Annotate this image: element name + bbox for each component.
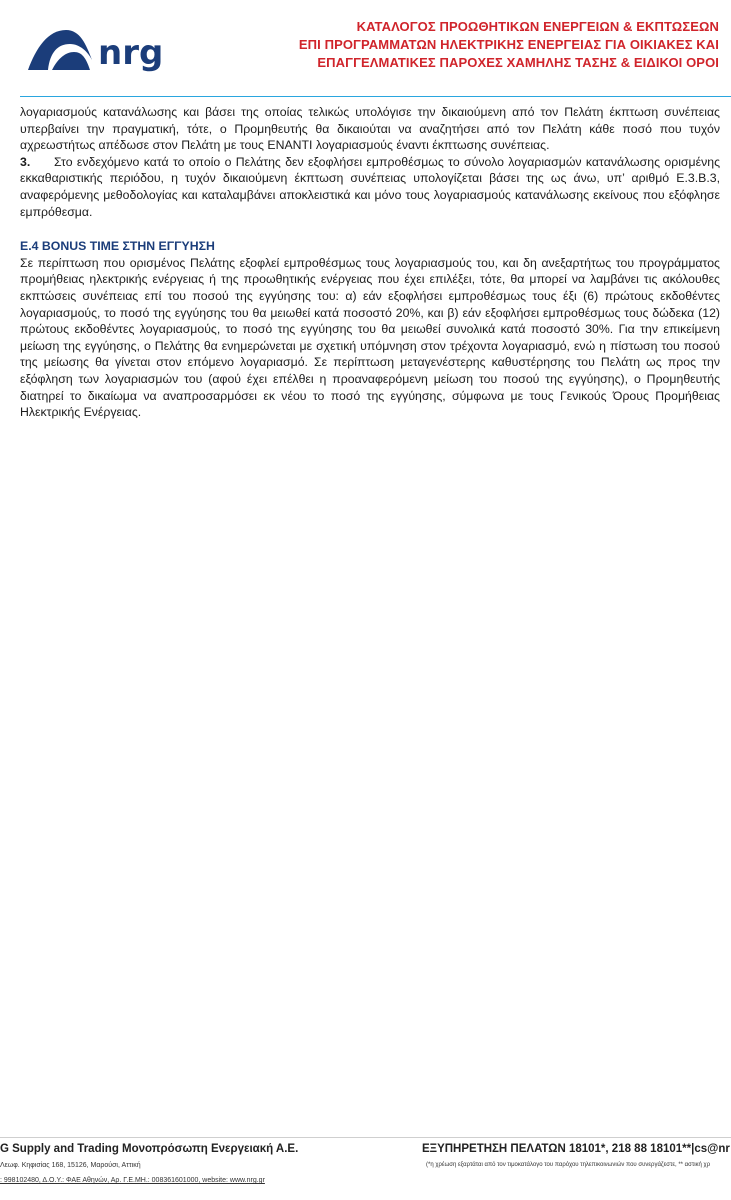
title-line-1: ΚΑΤΑΛΟΓΟΣ ΠΡΟΩΘΗΤΙΚΩΝ ΕΝΕΡΓΕΙΩΝ & ΕΚΠΤΩΣΕΩΝ [356, 19, 719, 34]
nrg-logo [22, 18, 197, 78]
document-title [259, 18, 719, 72]
footer-registration[interactable]: : 998102480, Δ.Ο.Υ.: ΦΑΕ Αθηνών, Αρ. Γ.Ε.ΜΗ.: 008361601000, website: www.nrg.gr [0, 1177, 265, 1184]
section-paragraph: Σε περίπτωση που ορισμένος Πελάτης εξοφλεί εμπροθέσμως τους λογαριασμούς του, και δη ανεξαρτήτως του προγράμματος προμήθειας ηλεκτρικής ενέργειας ή της προωθητικής ενέργειας που έχει επιλέξει, τότε, θα μπορεί να λαμβάνει τις ακόλουθες εκπτώσεις συνέπειας επί του ποσού της εγγύησης του: α) εάν εξοφλήσει εμπροθέσμως τους έξι (6) πρώτους εκδοθέντες λογαριασμούς, το ποσό της εγγύησης του θα μειωθεί κατά ποσοστό 20%, και β) εάν εξοφλήσει εμπροθέσμως τους δώδεκα (12) πρώτους εκδοθέντες λογαριασμούς, το ποσό της εγγύησης του θα μειωθεί συνολικά κατά ποσοστό 30%. Για την επικείμενη μείωση της εγγύησης, ο Πελάτης θα ενημερώνεται με σχετική υπόμνηση στον τρέχοντα λογαριασμό, ενώ η πίστωση του ποσού της μείωσης θα γίνεται στον επόμενο λογαριασμό. Σε περίπτωση μεταγενέστερης καθυστέρησης του Πελάτη ως προς την εξόφληση των λογαριασμών του (αφού έχει επέλθει η προαναφερόμενη μείωση του ποσού της εγγύησης), ο Προμηθευτής διατηρεί το δικαίωμα να αναπροσαρμόσει εκ νέου το ποσό της εγγύησης, σύμφωνα με τους Γενικούς Όρους Προμήθειας Ηλεκτρικής Ενέργειας. [20, 255, 720, 420]
footer-charge-note: (*η χρέωση εξαρτάται από τον τιμοκατάλογο του παρόχου τηλεπικοινωνιών που συνεργάζεστε, ** αστική χρ [426, 1162, 711, 1168]
page-footer [0, 1137, 731, 1200]
paragraph-continuation: λογαριασμούς κατανάλωσης και βάσει της οποίας τελικώς υπολόγισε την δικαιούμενη από τον Πελάτη έκπτωση συνέπειας υπερβαίνει την πραγματική, τότε, ο Προμηθευτής θα δικαιούται να αναζητήσει από τον Πελάτη κάθε ποσό που τυχόν αχρεωστήτως απέδωσε στον Πελάτη με τους ΕΝΑΝΤΙ λογαριασμούς έναντι έκπτωσης συνέπειας. [20, 105, 720, 153]
section-heading: Ε.4 BONUS TIME ΣΤΗΝ ΕΓΓΥΗΣΗ [20, 239, 215, 254]
numbered-clause [20, 154, 720, 220]
title-line-3: ΕΠΑΓΓΕΛΜΑΤΙΚΕΣ ΠΑΡΟΧΕΣ ΧΑΜΗΛΗΣ ΤΑΣΗΣ & ΕΙΔΙΚΟΙ ΟΡΟΙ [317, 55, 719, 70]
logo-text: nrg [98, 33, 164, 73]
footer-address: Λεωφ. Κηφισίας 168, 15126, Μαρούσι, Αττική [0, 1162, 141, 1169]
clause-text: Στο ενδεχόμενο κατά το οποίο ο Πελάτης δεν εξοφλήσει εμπροθέσμως το σύνολο λογαριασμών κατανάλωσης ορισμένης εκκαθαριστικής περιόδου, η τυχόν δικαιούμενη έκπτωση συνέπειας υπολογίζεται βάσει της ως άνω, υπ’ αριθμό Ε.3.Β.3, αναφερόμενης μεθοδολογίας και καταλαμβάνει αποκλειστικά και μόνο τους λογαριασμούς κατανάλωσης εκείνους που εξόφλησε εμπρόθεσμα. [20, 154, 720, 219]
header-divider [20, 96, 731, 97]
page-header [0, 0, 731, 96]
footer-divider [0, 1137, 731, 1138]
title-line-2: ΕΠΙ ΠΡΟΓΡΑΜΜΑΤΩΝ ΗΛΕΚΤΡΙΚΗΣ ΕΝΕΡΓΕΙΑΣ ΓΙΑ ΟΙΚΙΑΚΕΣ ΚΑΙ [298, 37, 719, 52]
clause-number: 3. [20, 154, 31, 169]
footer-customer-service[interactable]: ΕΞΥΠΗΡΕΤΗΣΗ ΠΕΛΑΤΩΝ 18101*, 218 88 18101**|cs@nr [422, 1143, 730, 1155]
document-body [20, 104, 720, 421]
footer-company: G Supply and Trading Μονοπρόσωπη Ενεργειακή Α.Ε. [0, 1143, 299, 1155]
